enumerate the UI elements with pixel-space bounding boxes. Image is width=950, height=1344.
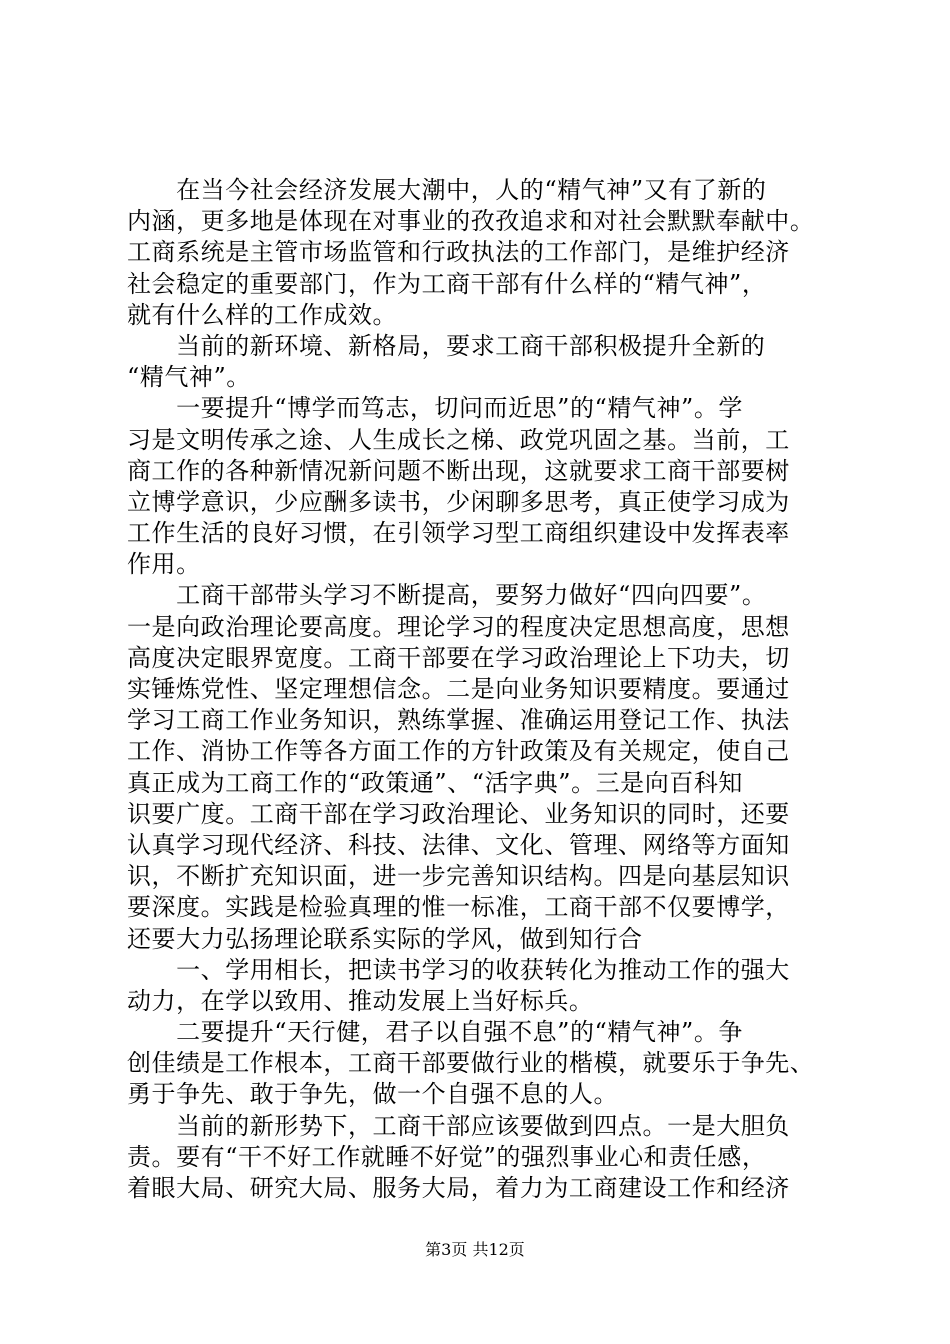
text-line: 一、学用相长，把读书学习的收获转化为推动工作的强大 [127, 955, 790, 984]
text-line: 就有什么样的工作成效。 [127, 300, 398, 329]
text-line: 作用。 [127, 550, 201, 579]
text-line: 责。要有“干不好工作就睡不好觉”的强烈事业心和责任感， [127, 1142, 767, 1171]
text-line: 认真学习现代经济、科技、法律、文化、管理、网络等方面知 [127, 830, 790, 859]
text-line: 勇于争先、敢于争先，做一个自强不息的人。 [127, 1080, 618, 1109]
text-line: 工作、消协工作等各方面工作的方针政策及有关规定，使自己 [127, 737, 790, 766]
text-line: 实锤炼党性、坚定理想信念。二是向业务知识要精度。要通过 [127, 675, 790, 703]
document-body [127, 175, 837, 1204]
text-line: 高度决定眼界宽度。工商干部要在学习政治理论上下功夫，切 [127, 643, 790, 672]
text-line: 工商系统是主管市场监管和行政执法的工作部门，是维护经济 [127, 238, 790, 267]
text-line: 着眼大局、研究大局、服务大局，着力为工商建设工作和经济 [127, 1174, 790, 1202]
text-line: 立博学意识，少应酬多读书，少闲聊多思考，真正使学习成为 [127, 487, 790, 516]
text-line: 当前的新环境、新格局，要求工商干部积极提升全新的 [127, 331, 766, 360]
text-line: 习是文明传承之途、人生成长之梯、政党巩固之基。当前，工 [127, 425, 790, 454]
page-number-footer: 第3页 共12页 [425, 1240, 525, 1259]
text-line: 动力，在学以致用、推动发展上当好标兵。 [127, 986, 594, 1015]
text-line: 要深度。实践是检验真理的惟一标准，工商干部不仅要博学， [127, 893, 790, 922]
text-line: “精气神”。 [127, 363, 251, 392]
text-line: 创佳绩是工作根本，工商干部要做行业的楷模，就要乐于争先、 [127, 1049, 815, 1078]
text-line: 商工作的各种新情况新问题不断出现，这就要求工商干部要树 [127, 456, 790, 485]
text-line: 工商干部带头学习不断提高，要努力做好“四向四要”。 [127, 581, 767, 610]
text-line: 一是向政治理论要高度。理论学习的程度决定思想高度，思想 [127, 612, 790, 641]
text-line: 内涵，更多地是体现在对事业的孜孜追求和对社会默默奉献中。 [127, 207, 815, 236]
text-line: 社会稳定的重要部门，作为工商干部有什么样的“精气神”， [127, 269, 767, 298]
text-line: 工作生活的良好习惯，在引领学习型工商组织建设中发挥表率 [127, 519, 790, 548]
text-line: 当前的新形势下，工商干部应该要做到四点。一是大胆负 [127, 1111, 790, 1140]
text-line: 识，不断扩充知识面，进一步完善知识结构。四是向基层知识 [127, 862, 790, 891]
text-line: 识要广度。工商干部在学习政治理论、业务知识的同时，还要 [127, 799, 790, 828]
text-line: 在当今社会经济发展大潮中，人的“精气神”又有了新的 [127, 176, 767, 204]
text-line: 还要大力弘扬理论联系实际的学风，做到知行合 [127, 924, 643, 953]
text-line: 学习工商工作业务知识，熟练掌握、准确运用登记工作、执法 [127, 706, 790, 735]
text-line: 真正成为工商工作的“政策通”、“活字典”。三是向百科知 [127, 768, 743, 797]
text-line: 二要提升“天行健，君子以自强不息”的“精气神”。争 [127, 1018, 743, 1047]
text-line: 一要提升“博学而笃志，切问而近思”的“精气神”。学 [127, 394, 743, 423]
